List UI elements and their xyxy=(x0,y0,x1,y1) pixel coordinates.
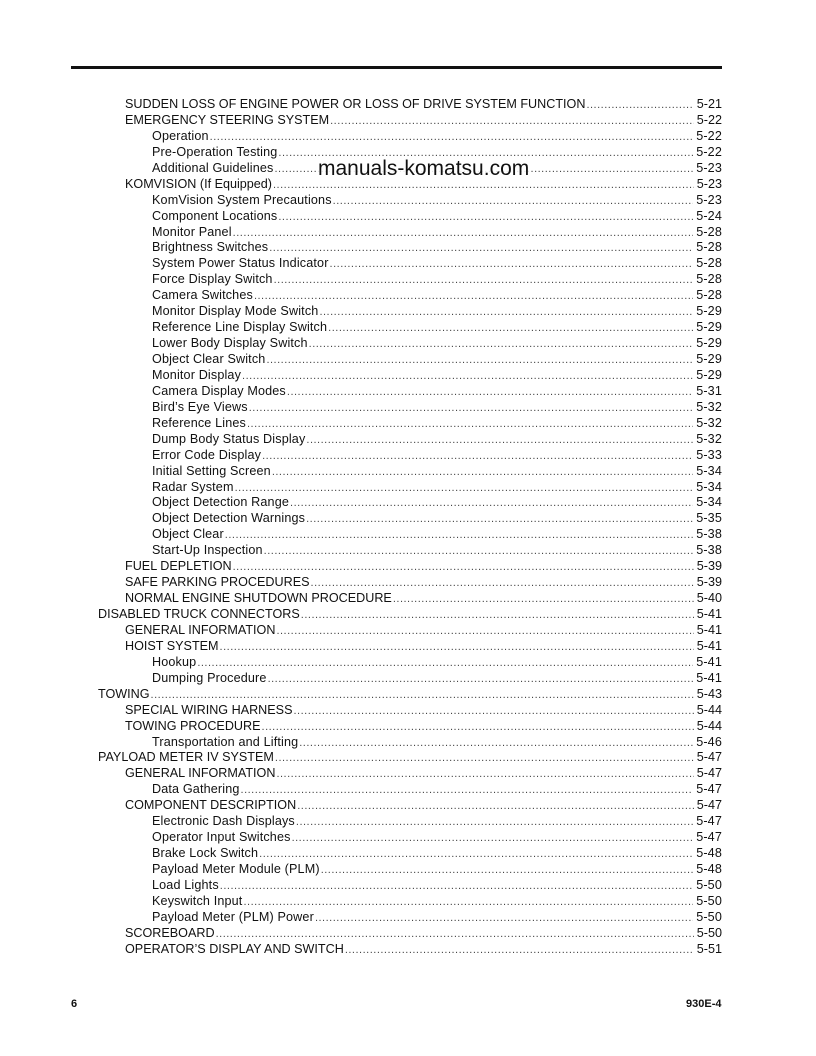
toc-entry-page: 5-47 xyxy=(696,782,722,797)
toc-entry[interactable] xyxy=(98,288,722,304)
footer-doc-code: 930E-4 xyxy=(686,998,722,1010)
toc-entry-title: Radar System xyxy=(152,479,234,494)
toc-dot-leader xyxy=(247,417,693,433)
toc-entry-title: KomVision System Precautions xyxy=(152,192,332,207)
toc-entry-page: 5-41 xyxy=(696,607,722,621)
toc-dot-leader xyxy=(309,337,694,353)
toc-entry-page: 5-46 xyxy=(696,734,722,749)
toc-entry-page: 5-41 xyxy=(696,622,722,637)
toc-entry-page: 5-31 xyxy=(696,383,722,398)
toc-entry-page: 5-29 xyxy=(696,304,722,319)
toc-entry-title: Operation xyxy=(152,128,209,143)
toc-dot-leader xyxy=(299,736,693,752)
toc-entry-title: KOMVISION (If Equipped) xyxy=(125,176,272,191)
toc-dot-leader xyxy=(393,592,694,608)
toc-dot-leader xyxy=(292,831,694,847)
toc-dot-leader xyxy=(333,194,694,210)
toc-dot-leader xyxy=(276,624,693,640)
toc-entry-title: SUDDEN LOSS OF ENGINE POWER OR LOSS OF DRIVE SYSTEM FUNCTION xyxy=(125,97,586,111)
toc-entry[interactable] xyxy=(98,527,722,543)
toc-entry[interactable] xyxy=(98,862,722,878)
toc-entry-page: 5-35 xyxy=(696,511,722,526)
toc-entry[interactable] xyxy=(98,432,722,448)
toc-entry[interactable] xyxy=(98,320,722,336)
toc-entry-page: 5-47 xyxy=(696,798,722,813)
toc-entry-title: Data Gathering xyxy=(152,782,240,797)
toc-dot-leader xyxy=(262,449,693,465)
toc-entry[interactable] xyxy=(98,225,722,241)
toc-entry-page: 5-32 xyxy=(696,399,722,414)
watermark: manuals-komatsu.com xyxy=(318,157,530,180)
toc-dot-leader xyxy=(220,879,693,895)
toc-entry[interactable] xyxy=(98,304,722,320)
toc-entry[interactable] xyxy=(98,240,722,256)
toc-entry-page: 5-44 xyxy=(696,702,722,717)
toc-entry[interactable] xyxy=(98,639,722,655)
toc-entry-title: Bird’s Eye Views xyxy=(152,399,248,414)
toc-entry-page: 5-23 xyxy=(696,192,722,207)
toc-entry-page: 5-34 xyxy=(696,495,722,510)
table-of-contents xyxy=(98,97,722,958)
toc-entry-title: Payload Meter (PLM) Power xyxy=(152,909,314,924)
toc-dot-leader xyxy=(586,98,693,114)
toc-dot-leader xyxy=(297,799,694,815)
footer-page-number: 6 xyxy=(71,998,78,1010)
toc-entry-page: 5-29 xyxy=(696,367,722,382)
toc-entry-page: 5-50 xyxy=(696,877,722,892)
toc-entry-page: 5-48 xyxy=(696,862,722,876)
toc-dot-leader xyxy=(315,911,693,927)
toc-dot-leader xyxy=(254,289,693,305)
toc-entry[interactable] xyxy=(98,209,722,225)
toc-dot-leader xyxy=(319,305,693,321)
toc-dot-leader xyxy=(262,720,694,736)
toc-entry-page: 5-22 xyxy=(696,128,722,143)
toc-entry-title: Camera Switches xyxy=(152,288,253,303)
toc-entry-page: 5-43 xyxy=(696,686,722,701)
toc-dot-leader xyxy=(275,751,694,767)
toc-entry-title: OPERATOR’S DISPLAY AND SWITCH xyxy=(125,941,344,956)
toc-entry-title: Error Code Display xyxy=(152,447,262,462)
toc-entry[interactable] xyxy=(98,495,722,511)
toc-entry[interactable] xyxy=(98,782,722,798)
toc-entry-page: 5-28 xyxy=(696,224,722,239)
toc-entry[interactable] xyxy=(98,846,722,862)
toc-dot-leader xyxy=(225,528,693,544)
header-rule xyxy=(71,66,722,69)
toc-entry-page: 5-41 xyxy=(696,638,722,653)
toc-entry[interactable] xyxy=(98,480,722,496)
toc-entry-title: Object Detection Range xyxy=(152,495,290,510)
toc-entry-title: GENERAL INFORMATION xyxy=(125,766,276,781)
toc-dot-leader xyxy=(306,433,693,449)
toc-entry[interactable] xyxy=(98,750,722,766)
toc-dot-leader xyxy=(293,704,693,720)
toc-dot-leader xyxy=(272,465,693,481)
toc-entry-page: 5-28 xyxy=(696,240,722,255)
toc-entry[interactable] xyxy=(98,97,722,113)
toc-dot-leader xyxy=(290,496,693,512)
toc-entry-title: SCOREBOARD xyxy=(125,925,215,940)
toc-entry-title: SPECIAL WIRING HARNESS xyxy=(125,702,293,717)
toc-entry-page: 5-40 xyxy=(696,591,722,606)
toc-entry-page: 5-28 xyxy=(696,256,722,271)
toc-entry[interactable] xyxy=(98,798,722,814)
toc-entry-page: 5-38 xyxy=(696,527,722,542)
toc-dot-leader xyxy=(296,815,693,831)
toc-entry-title: Brightness Switches xyxy=(152,240,269,255)
toc-entry-title: HOIST SYSTEM xyxy=(125,638,219,653)
toc-dot-leader xyxy=(264,544,694,560)
toc-entry[interactable] xyxy=(98,655,722,671)
toc-entry-title: System Power Status Indicator xyxy=(152,256,329,271)
toc-entry-title: Reference Lines xyxy=(152,415,246,430)
toc-entry[interactable] xyxy=(98,559,722,575)
toc-dot-leader xyxy=(274,273,694,289)
toc-entry[interactable] xyxy=(98,384,722,400)
toc-dot-leader xyxy=(345,943,694,959)
toc-entry-page: 5-50 xyxy=(696,909,722,924)
toc-entry-title: Dumping Procedure xyxy=(152,670,267,685)
toc-entry[interactable] xyxy=(98,703,722,719)
toc-entry-title: PAYLOAD METER IV SYSTEM xyxy=(98,750,274,765)
toc-entry[interactable] xyxy=(98,591,722,607)
toc-entry-page: 5-47 xyxy=(696,766,722,781)
toc-entry-title: FUEL DEPLETION xyxy=(125,559,232,574)
toc-dot-leader xyxy=(242,369,693,385)
toc-entry-title: Load Lights xyxy=(152,877,219,892)
toc-entry[interactable] xyxy=(98,830,722,846)
toc-entry-page: 5-47 xyxy=(696,830,722,845)
toc-dot-leader xyxy=(249,401,693,417)
toc-entry-title: Electronic Dash Displays xyxy=(152,814,295,829)
toc-entry[interactable] xyxy=(98,448,722,464)
toc-entry[interactable] xyxy=(98,719,722,735)
toc-entry[interactable] xyxy=(98,511,722,527)
toc-entry-page: 5-38 xyxy=(696,543,722,558)
toc-entry-page: 5-34 xyxy=(696,479,722,494)
toc-entry-title: Initial Setting Screen xyxy=(152,463,271,478)
toc-entry[interactable] xyxy=(98,671,722,687)
toc-entry-page: 5-39 xyxy=(696,575,722,590)
toc-dot-leader xyxy=(306,512,693,528)
toc-entry-page: 5-47 xyxy=(696,814,722,829)
toc-entry-page: 5-50 xyxy=(696,893,722,908)
toc-entry-title: Keyswitch Input xyxy=(152,893,243,908)
toc-dot-leader xyxy=(328,321,693,337)
toc-entry-page: 5-44 xyxy=(696,718,722,733)
toc-entry-title: EMERGENCY STEERING SYSTEM xyxy=(125,112,330,127)
toc-dot-leader xyxy=(287,385,693,401)
toc-entry-page: 5-39 xyxy=(696,559,722,574)
toc-entry-title: Object Detection Warnings xyxy=(152,511,306,526)
toc-dot-leader xyxy=(259,847,693,863)
toc-dot-leader xyxy=(216,927,694,943)
toc-entry-page: 5-33 xyxy=(696,447,722,462)
toc-entry[interactable] xyxy=(98,766,722,782)
toc-dot-leader xyxy=(311,576,694,592)
toc-dot-leader xyxy=(266,353,693,369)
toc-dot-leader xyxy=(330,257,694,273)
toc-entry-title: Additional Guidelines xyxy=(152,160,274,175)
toc-entry-page: 5-22 xyxy=(696,112,722,127)
toc-entry-title: Object Clear xyxy=(152,527,224,542)
toc-dot-leader xyxy=(321,863,694,879)
toc-dot-leader xyxy=(276,767,693,783)
toc-entry-title: COMPONENT DESCRIPTION xyxy=(125,798,297,813)
toc-entry-page: 5-32 xyxy=(696,431,722,446)
toc-dot-leader xyxy=(197,656,693,672)
toc-dot-leader xyxy=(330,114,694,130)
toc-dot-leader xyxy=(278,210,693,226)
toc-entry-title: Lower Body Display Switch xyxy=(152,336,308,351)
toc-entry-title: Payload Meter Module (PLM) xyxy=(152,862,320,876)
toc-entry-page: 5-29 xyxy=(696,336,722,351)
toc-entry-title: TOWING PROCEDURE xyxy=(125,718,261,733)
toc-dot-leader xyxy=(301,608,694,624)
toc-entry[interactable] xyxy=(98,193,722,209)
toc-entry-title: Pre-Operation Testing xyxy=(152,144,278,159)
toc-entry[interactable] xyxy=(98,926,722,942)
toc-entry-page: 5-41 xyxy=(696,670,722,685)
toc-entry-page: 5-29 xyxy=(696,320,722,335)
toc-entry[interactable] xyxy=(98,623,722,639)
toc-entry-title: NORMAL ENGINE SHUTDOWN PROCEDURE xyxy=(125,591,392,606)
toc-dot-leader xyxy=(233,560,694,576)
toc-entry-page: 5-21 xyxy=(696,97,722,111)
toc-dot-leader xyxy=(241,783,694,799)
toc-entry-page: 5-32 xyxy=(696,415,722,430)
toc-entry[interactable] xyxy=(98,735,722,751)
toc-entry-title: Force Display Switch xyxy=(152,272,273,287)
toc-entry[interactable] xyxy=(98,336,722,352)
toc-entry[interactable] xyxy=(98,352,722,368)
toc-entry[interactable] xyxy=(98,942,722,958)
toc-entry-title: SAFE PARKING PROCEDURES xyxy=(125,575,310,590)
toc-entry[interactable] xyxy=(98,894,722,910)
toc-entry-title: Object Clear Switch xyxy=(152,352,266,366)
toc-entry[interactable] xyxy=(98,416,722,432)
toc-entry-page: 5-28 xyxy=(696,272,722,287)
toc-entry-title: DISABLED TRUCK CONNECTORS xyxy=(98,607,300,621)
toc-entry-title: GENERAL INFORMATION xyxy=(125,622,276,637)
toc-entry-page: 5-29 xyxy=(696,352,722,366)
toc-entry-title: Operator Input Switches xyxy=(152,830,291,845)
toc-entry-page: 5-28 xyxy=(696,288,722,303)
toc-dot-leader xyxy=(210,130,694,146)
toc-entry-title: Brake Lock Switch xyxy=(152,846,259,861)
toc-entry-title: Hookup xyxy=(152,654,197,669)
toc-entry[interactable] xyxy=(98,400,722,416)
toc-dot-leader xyxy=(220,640,694,656)
toc-entry-title: Component Locations xyxy=(152,208,278,223)
toc-entry-page: 5-23 xyxy=(696,176,722,191)
toc-entry-title: Reference Line Display Switch xyxy=(152,320,328,335)
toc-entry-page: 5-50 xyxy=(696,925,722,940)
toc-entry-title: Start-Up Inspection xyxy=(152,543,263,558)
toc-entry-page: 5-23 xyxy=(696,160,722,175)
toc-entry-page: 5-51 xyxy=(696,941,722,956)
toc-entry-title: Dump Body Status Display xyxy=(152,431,306,446)
toc-entry-page: 5-41 xyxy=(696,654,722,669)
toc-entry-page: 5-47 xyxy=(696,750,722,765)
toc-entry[interactable] xyxy=(98,129,722,145)
toc-entry[interactable] xyxy=(98,368,722,384)
toc-entry[interactable] xyxy=(98,256,722,272)
toc-entry[interactable] xyxy=(98,543,722,559)
toc-entry[interactable] xyxy=(98,687,722,703)
toc-entry-title: Camera Display Modes xyxy=(152,383,286,398)
toc-entry-title: Monitor Panel xyxy=(152,224,232,239)
toc-entry-page: 5-22 xyxy=(696,144,722,159)
toc-entry-page: 5-48 xyxy=(696,846,722,861)
toc-dot-leader xyxy=(268,672,694,688)
toc-entry[interactable] xyxy=(98,272,722,288)
toc-entry-page: 5-34 xyxy=(696,463,722,478)
toc-entry-title: TOWING xyxy=(98,686,150,701)
toc-dot-leader xyxy=(233,226,694,242)
toc-dot-leader xyxy=(235,481,694,497)
toc-entry-title: Transportation and Lifting xyxy=(152,734,299,749)
toc-entry[interactable] xyxy=(98,814,722,830)
toc-entry[interactable] xyxy=(98,575,722,591)
toc-entry[interactable] xyxy=(98,113,722,129)
toc-dot-leader xyxy=(269,241,693,257)
toc-entry[interactable] xyxy=(98,910,722,926)
toc-dot-leader xyxy=(243,895,693,911)
toc-entry-title: Monitor Display xyxy=(152,367,242,382)
toc-dot-leader xyxy=(151,688,694,704)
toc-entry[interactable] xyxy=(98,464,722,480)
toc-entry[interactable] xyxy=(98,607,722,623)
toc-entry-page: 5-24 xyxy=(696,208,722,223)
toc-entry[interactable] xyxy=(98,878,722,894)
toc-entry-title: Monitor Display Mode Switch xyxy=(152,304,319,319)
